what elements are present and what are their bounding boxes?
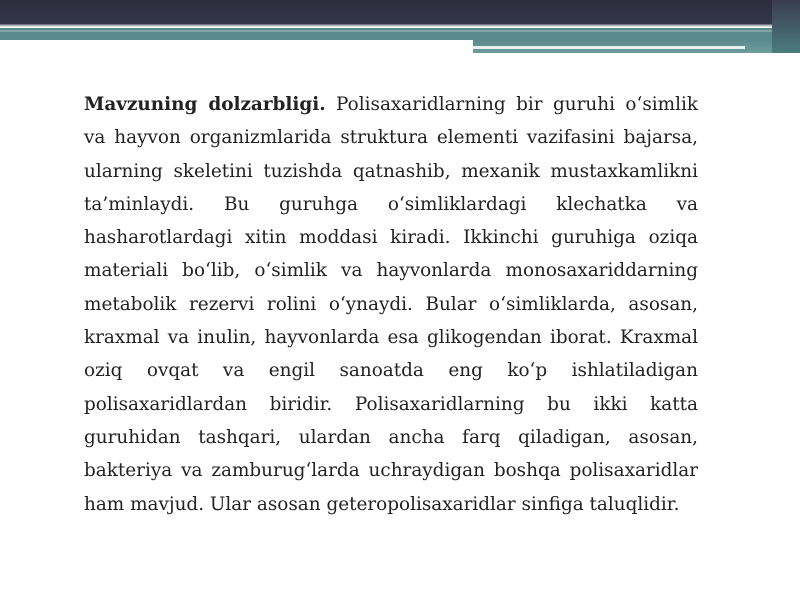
header-bar-teal-highlight xyxy=(0,30,800,32)
header-bar-dark xyxy=(0,0,800,24)
slide-body-paragraph xyxy=(84,88,698,521)
header-bar-white-line xyxy=(473,46,745,49)
header-right-cap xyxy=(772,0,800,53)
slide-heading: Mavzuning dolzarbligi. xyxy=(84,94,326,115)
header-bar-shadow xyxy=(0,24,800,27)
slide-body-text: Polisaxaridlarning bir guruhi o‘simlik va hayvon organizmlarida struktura elementi vazifasini bajarsa, ularning skeletini tuzishda qatnashib, mexanik mustaxkamlikni ta’minlaydi. Bu guruhga o‘simliklardagi klechatka va hasharotlardagi xitin moddasi kiradi. Ikkinchi guruhiga oziqa materiali bo‘lib, o‘simlik va hayvonlarda monosaxariddarning metabolik rezervi rolini o‘ynaydi. Bular o‘simliklarda, asosan, kraxmal va inulin, hayvonlarda esa glikogendan iborat. Kraxmal oziq ovqat va engil sanoatda eng ko‘p ishlatiladigan polisaxaridlardan biridir. Polisaxaridlarning bu ikki katta guruhidan tashqari, ulardan ancha farq qiladigan, asosan, bakteriya va zamburug‘larda uchraydigan boshqa polisaxaridlar ham mavjud. Ular asosan geteropolisaxaridlar sinfiga taluqlidir. xyxy=(84,94,698,515)
